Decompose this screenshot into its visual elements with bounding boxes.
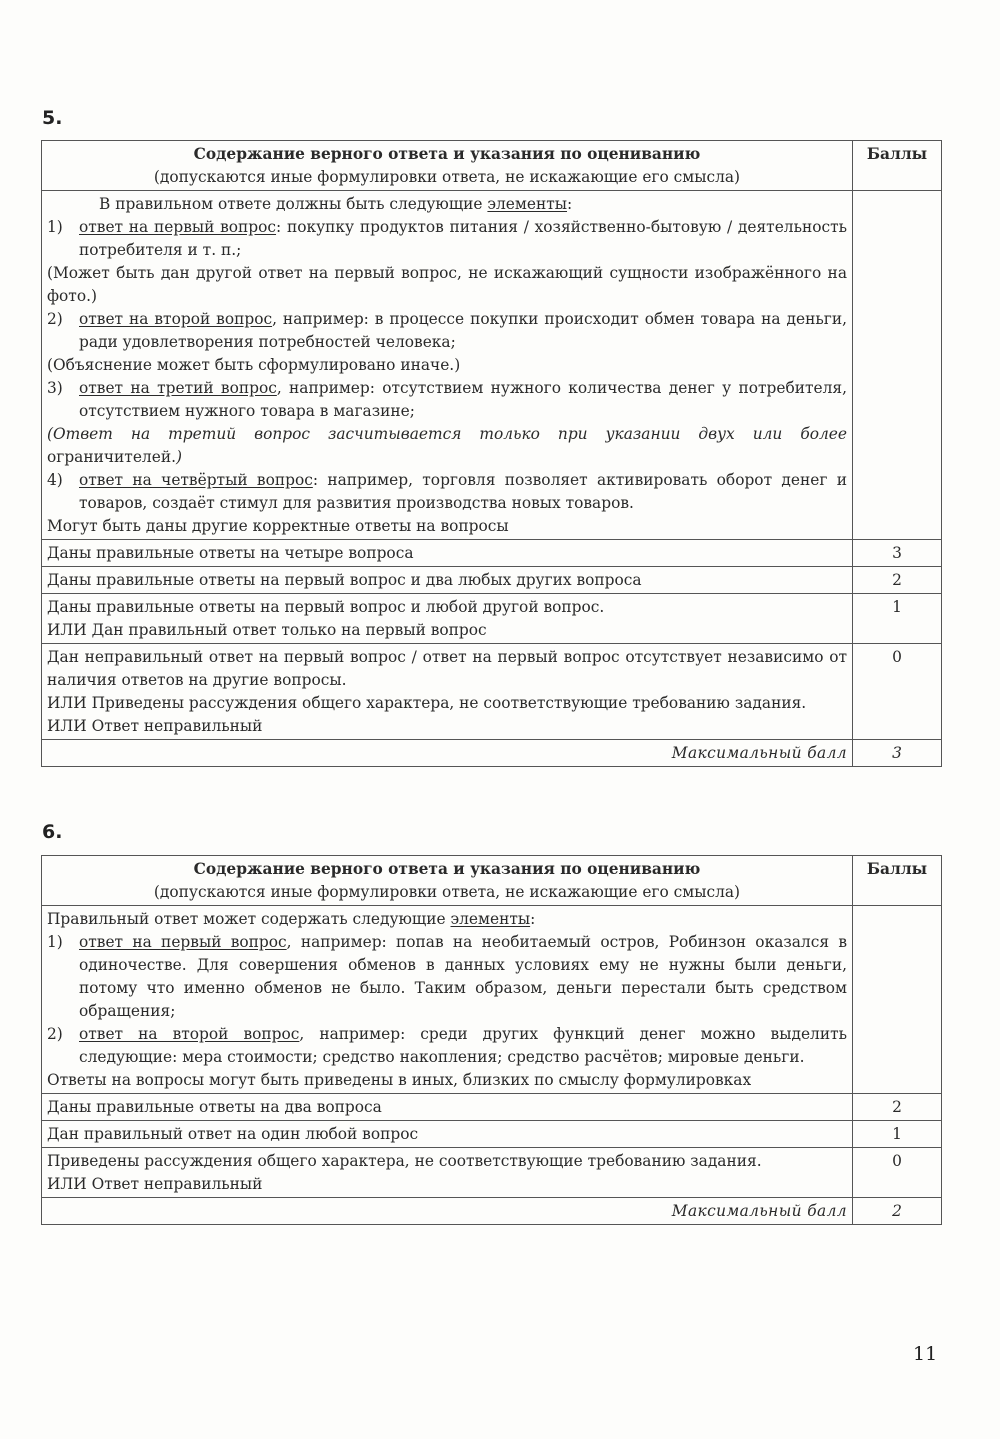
criterion-row [42, 540, 942, 567]
item-label: ответ на четвёртый вопрос [79, 471, 313, 489]
criterion-line: Дан неправильный ответ на первый вопрос / ответ на первый вопрос отсутствует независимо от наличия ответов на другие вопросы. [47, 648, 847, 689]
answer-content [42, 906, 853, 1094]
item-number: 3) [47, 379, 63, 397]
criterion-score: 1 [853, 1121, 942, 1148]
note-3-normal: ограничителей. [47, 448, 176, 466]
points-header: Баллы [853, 856, 942, 906]
item-label: ответ на второй вопрос [79, 310, 273, 328]
content-header-subtitle: (допускаются иные формулировки ответа, не искажающие его смысла) [153, 168, 741, 186]
max-score-row [42, 1198, 942, 1225]
criterion-text: Даны правильные ответы на два вопроса [42, 1094, 853, 1121]
item-number: 1) [47, 218, 63, 236]
intro-end: : [567, 195, 573, 213]
note-2: (Объяснение может быть сформулировано иначе.) [47, 356, 461, 374]
intro-underlined: элементы [487, 195, 568, 213]
empty-score-cell [853, 906, 942, 1094]
criterion-text [42, 644, 853, 740]
closing-note: Ответы на вопросы могут быть приведены в иных, близких по смыслу формулировках [47, 1071, 752, 1089]
max-score-value: 2 [853, 1198, 942, 1225]
page-number: 11 [913, 1343, 938, 1365]
item-text: , например: попав на необитаемый остров, Робинзон оказался в одиночестве. Для совершения обменов в данных условиях ему не нужны были деньги, потому что именно обменов не было. Таким образом, деньги перестали быть средством обращения; [79, 933, 847, 1020]
criterion-row [42, 567, 942, 594]
task-6-table [41, 855, 942, 1225]
criterion-line: ИЛИ Ответ неправильный [47, 717, 263, 735]
item-number: 2) [47, 1025, 63, 1043]
criterion-score: 2 [853, 567, 942, 594]
answer-content-row [42, 191, 942, 540]
intro-end: : [530, 910, 536, 928]
table-header-row [42, 141, 942, 191]
max-score-label: Максимальный балл [42, 1198, 853, 1225]
criterion-score: 3 [853, 540, 942, 567]
answer-content [42, 191, 853, 540]
intro-text: Правильный ответ может содержать следующие [47, 910, 451, 928]
empty-score-cell [853, 191, 942, 540]
criterion-line: ИЛИ Дан правильный ответ только на первый вопрос [47, 621, 487, 639]
answer-item-3 [47, 377, 847, 423]
points-header: Баллы [853, 141, 942, 191]
criterion-row [42, 644, 942, 740]
item-label: ответ на первый вопрос [79, 933, 287, 951]
item-number: 4) [47, 471, 63, 489]
content-header-subtitle: (допускаются иные формулировки ответа, не искажающие его смысла) [153, 883, 741, 901]
note-3-italic: (Ответ на третий вопрос засчитывается только при указании двух или более [47, 425, 847, 443]
item-label: ответ на второй вопрос [79, 1025, 300, 1043]
closing-note: Могут быть даны другие корректные ответы на вопросы [47, 517, 509, 535]
answer-content-row [42, 906, 942, 1094]
criterion-line: ИЛИ Ответ неправильный [47, 1175, 263, 1193]
item-text: : например, торговля позволяет активировать оборот денег и товаров, создаёт стимул для развития производства новых товаров. [79, 471, 848, 512]
criterion-score: 0 [853, 1148, 942, 1198]
max-score-label: Максимальный балл [42, 740, 853, 767]
note-3 [47, 423, 847, 469]
note-3-close: ) [175, 448, 182, 466]
criterion-text [42, 594, 853, 644]
answer-item-2 [47, 308, 847, 354]
content-header-title: Содержание верного ответа и указания по оцениванию [193, 860, 701, 878]
task-5-number: 5. [42, 107, 63, 129]
item-text: , например: отсутствием нужного количества денег у потребителя, отсутствием нужного товара в магазине; [79, 379, 847, 420]
intro-underlined: элементы [450, 910, 531, 928]
task-5-table [41, 140, 942, 767]
item-label: ответ на первый вопрос [79, 218, 277, 236]
item-number: 2) [47, 310, 63, 328]
content-header [42, 856, 853, 906]
table-header-row [42, 856, 942, 906]
criterion-row [42, 1121, 942, 1148]
content-header [42, 141, 853, 191]
criterion-text: Даны правильные ответы на первый вопрос и два любых других вопроса [42, 567, 853, 594]
criterion-row [42, 1148, 942, 1198]
item-text: , например: среди других функций денег можно выделить следующие: мера стоимости; средство накопления; средство расчётов; мировые деньги. [79, 1025, 847, 1066]
criterion-row [42, 1094, 942, 1121]
answer-item-2 [47, 1023, 847, 1069]
criterion-row [42, 594, 942, 644]
item-text: , например: в процессе покупки происходит обмен товара на деньги, ради удовлетворения потребностей человека; [79, 310, 847, 351]
content-header-title: Содержание верного ответа и указания по оцениванию [193, 145, 701, 163]
criterion-text: Дан правильный ответ на один любой вопрос [42, 1121, 853, 1148]
answer-item-4 [47, 469, 847, 515]
task-6-number: 6. [42, 821, 63, 843]
criterion-line: Приведены рассуждения общего характера, не соответствующие требованию задания. [47, 1152, 762, 1170]
item-number: 1) [47, 933, 63, 951]
answer-intro [47, 193, 847, 216]
item-label: ответ на третий вопрос [79, 379, 277, 397]
criterion-score: 2 [853, 1094, 942, 1121]
criterion-text: Даны правильные ответы на четыре вопроса [42, 540, 853, 567]
note-1: (Может быть дан другой ответ на первый вопрос, не искажающий сущности изображённого на фото.) [47, 264, 847, 305]
answer-item-1 [47, 216, 847, 262]
intro-text: В правильном ответе должны быть следующие [99, 195, 488, 213]
criterion-line: Даны правильные ответы на первый вопрос и любой другой вопрос. [47, 598, 605, 616]
criterion-line: ИЛИ Приведены рассуждения общего характера, не соответствующие требованию задания. [47, 694, 807, 712]
criterion-score: 0 [853, 644, 942, 740]
criterion-score: 1 [853, 594, 942, 644]
item-text: : покупку продуктов питания / хозяйственно-бытовую / деятельность потребителя и т. п.; [79, 218, 847, 259]
max-score-value: 3 [853, 740, 942, 767]
criterion-text [42, 1148, 853, 1198]
max-score-row [42, 740, 942, 767]
answer-item-1 [47, 931, 847, 1023]
answer-intro [47, 908, 847, 931]
